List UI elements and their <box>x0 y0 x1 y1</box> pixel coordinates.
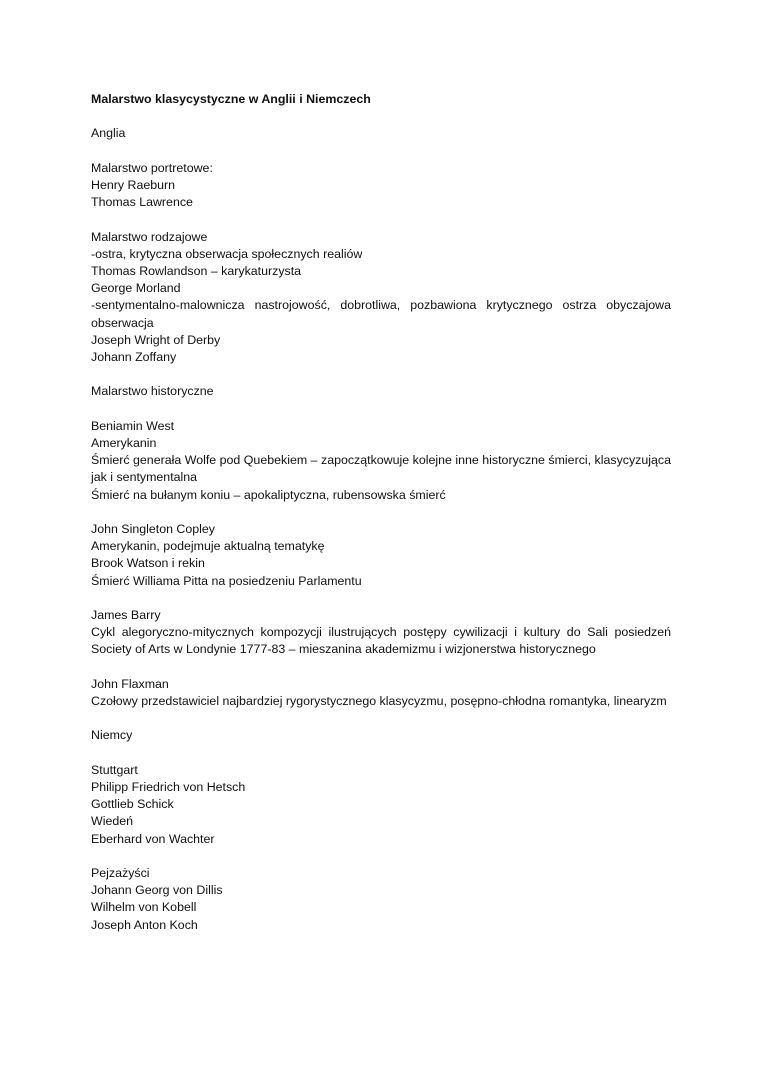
history-painting-heading-block <box>91 383 671 400</box>
artist-entry-flaxman <box>91 676 671 710</box>
genre-painting-section <box>91 229 671 367</box>
artist-name: Eberhard von Wachter <box>91 831 215 846</box>
document-title: Malarstwo klasycystyczne w Anglii i Niemczech <box>91 92 371 106</box>
portrait-artist: Henry Raeburn <box>91 177 176 192</box>
city-name: Wiedeń <box>91 814 134 829</box>
landscape-painters-section <box>91 865 671 934</box>
portrait-painting-section <box>91 160 671 212</box>
landscape-artist: Joseph Anton Koch <box>91 917 198 932</box>
artist-name: John Singleton Copley <box>91 521 215 536</box>
artist-description: Cykl alegoryczno-mitycznych kompozycji ilustrujących postępy cywilizacji i kultury do Sali posiedzeń Society of Arts w Londynie 1777-83 – mieszanina akademizmu i wizjonerstwa historycznego <box>91 625 671 657</box>
artist-entry-west <box>91 418 671 504</box>
artist-work: Śmierć Williama Pitta na posiedzeniu Parlamentu <box>91 573 362 588</box>
artist-name: James Barry <box>91 607 161 622</box>
artist-description: Czołowy przedstawiciel najbardziej rygorystycznego klasycyzmu, posępno-chłodna romantyka, linearyzm <box>91 693 667 708</box>
portrait-heading: Malarstwo portretowe: <box>91 160 213 175</box>
artist-work: Śmierć generała Wolfe pod Quebekiem – zapoczątkowuje kolejne inne historyczne śmierci, klasycyzująca jak i sentymentalna <box>91 453 671 485</box>
genre-line: Thomas Rowlandson – karykaturzysta <box>91 263 302 278</box>
heading-anglia: Anglia <box>91 126 126 141</box>
genre-line: -ostra, krytyczna obserwacja społecznych realiów <box>91 246 363 261</box>
section-heading-niemcy <box>91 727 671 744</box>
artist-name: Philipp Friedrich von Hetsch <box>91 779 246 794</box>
artist-origin: Amerykanin, podejmuje aktualną tematykę <box>91 539 325 554</box>
artist-name: Gottlieb Schick <box>91 797 174 812</box>
artist-work: Brook Watson i rekin <box>91 556 205 571</box>
landscape-artist: Wilhelm von Kobell <box>91 900 197 915</box>
genre-line: Joseph Wright of Derby <box>91 332 221 347</box>
history-heading: Malarstwo historyczne <box>91 384 214 399</box>
artist-origin: Amerykanin <box>91 435 157 450</box>
cities-section <box>91 762 671 848</box>
artist-entry-copley <box>91 521 671 590</box>
artist-name: John Flaxman <box>91 676 169 691</box>
city-name: Stuttgart <box>91 762 138 777</box>
artist-work: Śmierć na bułanym koniu – apokaliptyczna, rubensowska śmierć <box>91 487 446 502</box>
artist-entry-barry <box>91 607 671 659</box>
genre-line: Johann Zoffany <box>91 350 177 364</box>
document-page <box>91 91 671 951</box>
landscape-artist: Johann Georg von Dillis <box>91 883 223 898</box>
genre-heading: Malarstwo rodzajowe <box>91 229 208 244</box>
genre-line: -sentymentalno-malownicza nastrojowość, dobrotliwa, pozbawiona krytycznego ostrza obyczajowa obserwacja <box>91 298 671 330</box>
genre-line: George Morland <box>91 281 181 296</box>
landscape-heading: Pejzażyści <box>91 865 150 880</box>
section-heading-anglia <box>91 125 671 142</box>
heading-niemcy: Niemcy <box>91 728 133 743</box>
artist-name: Beniamin West <box>91 418 175 433</box>
portrait-artist: Thomas Lawrence <box>91 195 193 210</box>
